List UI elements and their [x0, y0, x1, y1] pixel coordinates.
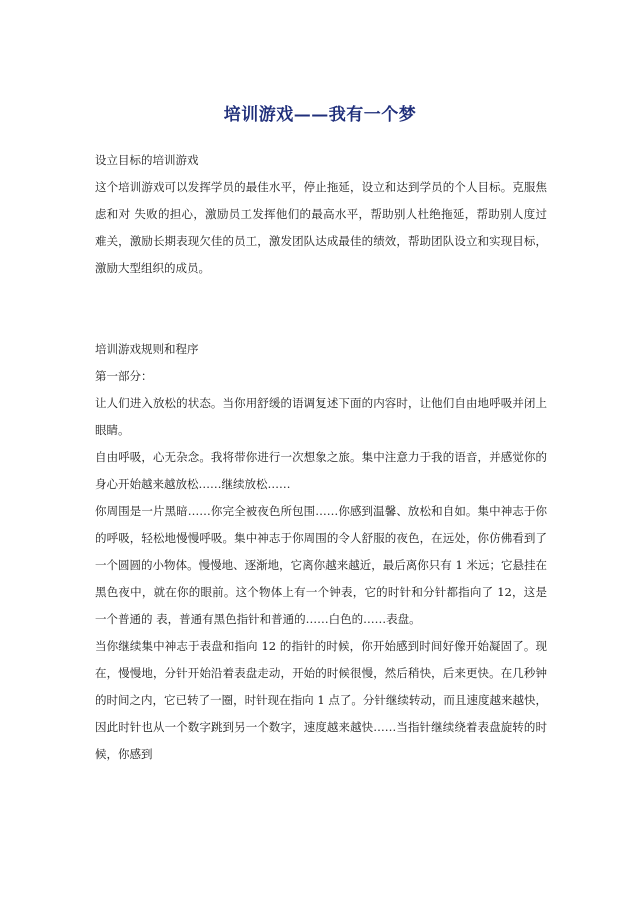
body-paragraph: 你周围是一片黑暗……你完全被夜色所包围……你感到温馨、放松和自如。集中神志于你的呼吸，轻松地慢慢呼吸。集中神志于你周围的令人舒服的夜色，在远处，你仿佛看到了一个圆圆的小物体。慢慢地、逐渐地，它离你越来越近，最后离你只有 1 米远；它悬挂在黑色夜中，就在你的眼前。这个物体上有一个钟表，它的时针和分针都指向了 12，这是一个普通的 表，普通有黑色指针和普通的……白色的……表盘。 [95, 504, 547, 626]
body-paragraph: 自由呼吸，心无杂念。我将带你进行一次想象之旅。集中注意力于我的语音，并感觉你的身心开始越来越放松……继续放松…… [95, 450, 547, 491]
body-paragraph: 当你继续集中神志于表盘和指向 12 的指针的时候，你开始感到时间好像开始凝固了。现在，慢慢地，分针开始沿着表盘走动，开始的时候很慢，然后稍快，后来更快。在几秒钟的时间之内，它已转了一圈，时针现在指向 1 点了。分针继续转动，而且速度越来越快，因此时针也从一个数字跳到另一个数字，速度越来越快……当指针继续绕着表盘旋转的时候，你感到 [95, 639, 547, 761]
section-heading-rules: 培训游戏规则和程序 [95, 342, 199, 356]
part-label: 第一部分： [95, 369, 153, 383]
document-title: 培训游戏——我有一个梦 [223, 105, 417, 125]
intro-paragraph: 这个培训游戏可以发挥学员的最佳水平，停止拖延，设立和达到学员的个人目标。克服焦虑和对 失败的担心，激励员工发挥他们的最高水平，帮助别人杜绝拖延，帮助别人度过难关，激励长期表现欠佳的员工，激发团队达成最佳的绩效，帮助团队设立和实现目标，激励大型组织的成员。 [95, 180, 547, 275]
blank-line [95, 309, 547, 336]
document-body [95, 147, 547, 768]
section-heading-goals: 设立目标的培训游戏 [95, 153, 199, 167]
blank-line [95, 282, 547, 309]
body-paragraph: 让人们进入放松的状态。当你用舒缓的语调复述下面的内容时，让他们自由地呼吸并闭上眼睛。 [95, 396, 547, 437]
